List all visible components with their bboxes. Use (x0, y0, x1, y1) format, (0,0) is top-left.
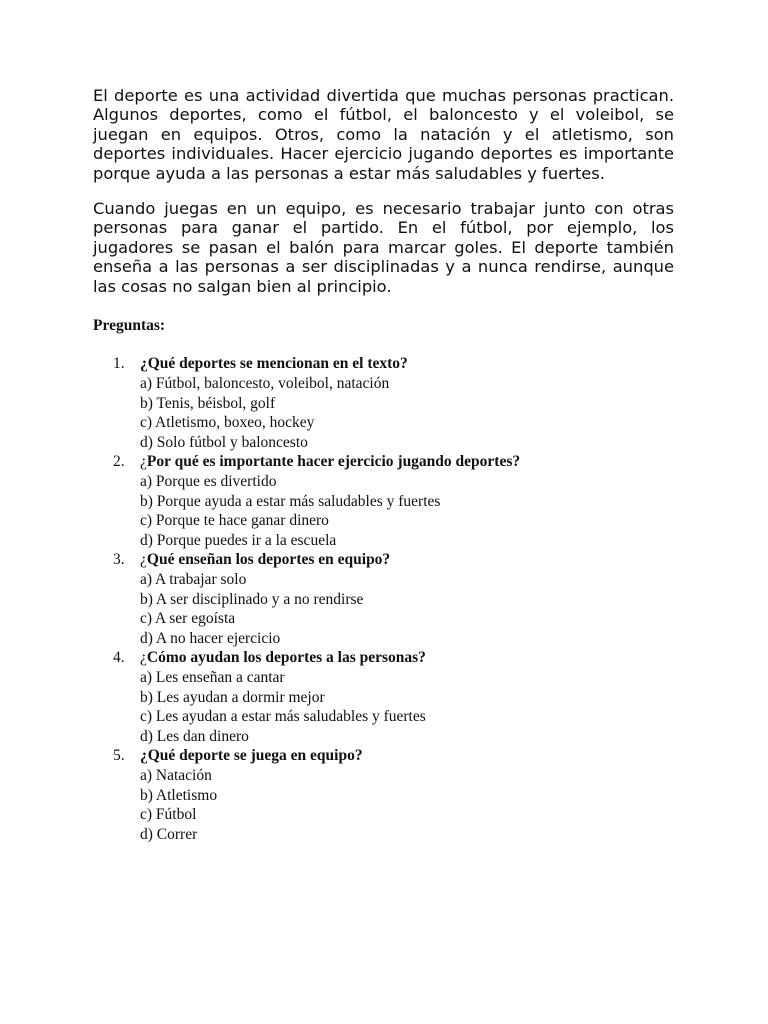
question-mark: ¿ (140, 747, 148, 765)
answer-option-c: c) Les ayudan a estar más saludables y fuertes (140, 708, 426, 726)
question-mark: ¿ (140, 355, 148, 373)
question-4 (93, 648, 674, 746)
question-text (140, 355, 408, 372)
document-content (93, 86, 674, 844)
question-number: 2. (113, 453, 125, 471)
question-text (140, 747, 363, 764)
answer-option-c: c) A ser egoísta (140, 610, 236, 628)
question-text (140, 551, 390, 568)
answer-option-d: d) Porque puedes ir a la escuela (140, 531, 337, 549)
answer-option-c: c) Fútbol (140, 806, 197, 824)
question-number: 5. (113, 747, 125, 765)
question-body: Cómo ayudan los deportes a las personas? (146, 649, 426, 667)
answer-option-c: c) Atletismo, boxeo, hockey (140, 414, 315, 432)
answer-option-b: b) Tenis, béisbol, golf (140, 394, 276, 412)
question-body: Qué enseñan los deportes en equipo? (146, 551, 391, 569)
question-2 (93, 452, 674, 550)
answer-option-d: d) A no hacer ejercicio (140, 629, 281, 647)
question-5 (93, 746, 674, 844)
question-number: 3. (113, 551, 125, 569)
question-text (140, 453, 520, 470)
question-mark: ¿ (140, 649, 147, 667)
answer-option-a: a) A trabajar solo (140, 571, 247, 588)
question-text (140, 649, 426, 666)
question-body: Por qué es importante hacer ejercicio jugando deportes? (146, 453, 521, 471)
answer-option-d: d) Les dan dinero (140, 727, 249, 745)
paragraph-teamwork: Cuando juegas en un equipo, es necesario trabajar junto con otras personas para ganar el partido. En el fútbol, por ejemplo, los jugadores se pasan el balón para marcar goles. El deporte también enseña a las personas a ser disciplinadas y a nunca rendirse, aunque las cosas no salgan bien al principio. (93, 199, 674, 296)
answer-option-b: b) Porque ayuda a estar más saludables y fuertes (140, 492, 441, 510)
question-3 (93, 550, 674, 648)
answer-option-b: b) Les ayudan a dormir mejor (140, 688, 325, 706)
question-1 (93, 354, 674, 452)
answer-option-d: d) Solo fútbol y baloncesto (140, 433, 308, 451)
answer-option-a: a) Les enseñan a cantar (140, 668, 285, 686)
answer-option-b: b) Atletismo (140, 786, 218, 804)
answer-option-d: d) Correr (140, 825, 198, 843)
question-number: 4. (113, 649, 125, 667)
question-mark: ¿ (140, 551, 147, 569)
question-body: Qué deporte se juega en equipo? (147, 747, 363, 765)
paragraph-intro: El deporte es una actividad divertida que muchas personas practican. Algunos deportes, como el fútbol, el baloncesto y el voleibol, se juegan en equipos. Otros, como la natación y el atletismo, son deportes individuales. Hacer ejercicio jugando deportes es importante porque ayuda a las personas a estar más saludables y fuertes. (93, 86, 674, 183)
questions-heading: Preguntas: (93, 317, 166, 335)
question-body: Qué deportes se mencionan en el texto? (147, 355, 408, 373)
question-mark: ¿ (140, 453, 147, 471)
answer-option-c: c) Porque te hace ganar dinero (140, 512, 329, 530)
question-list (93, 354, 674, 844)
answer-option-a: a) Porque es divertido (140, 473, 277, 491)
answer-option-a: a) Fútbol, baloncesto, voleibol, natación (140, 375, 390, 393)
answer-option-b: b) A ser disciplinado y a no rendirse (140, 590, 364, 608)
answer-option-a: a) Natación (140, 766, 212, 784)
question-number: 1. (113, 355, 125, 373)
